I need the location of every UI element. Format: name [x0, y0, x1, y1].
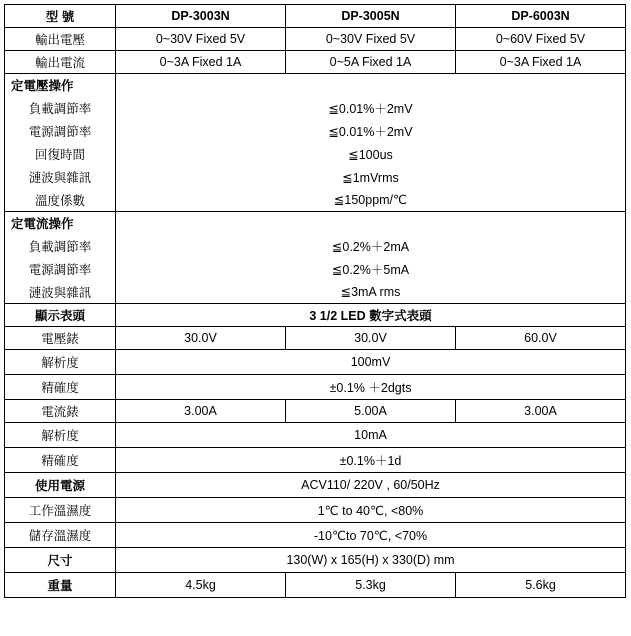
row-label: 漣波與雜訊 — [5, 281, 116, 304]
cell-value: 3.00A — [116, 400, 286, 423]
voltmeter-row — [5, 327, 626, 350]
cell-value: 0~60V Fixed 5V — [456, 28, 626, 51]
ammeter-row — [5, 400, 626, 423]
model-name: DP-3005N — [286, 5, 456, 28]
row-label: 儲存溫濕度 — [5, 523, 116, 548]
weight-row — [5, 573, 626, 598]
cell-value: 0~3A Fixed 1A — [456, 51, 626, 74]
cell-value: 0~30V Fixed 5V — [286, 28, 456, 51]
spec-table — [4, 4, 626, 598]
row-label: 負載調節率 — [5, 235, 116, 258]
cc-section-title-row — [5, 212, 626, 235]
row-label: 工作溫濕度 — [5, 498, 116, 523]
row-label: 尺寸 — [5, 548, 116, 573]
cell-value: 5.6kg — [456, 573, 626, 598]
table-row — [5, 97, 626, 120]
cell-value: 3.00A — [456, 400, 626, 423]
cv-section-title-row — [5, 74, 626, 97]
row-label: 電流錶 — [5, 400, 116, 423]
model-name: DP-6003N — [456, 5, 626, 28]
a-resolution-row — [5, 423, 626, 448]
row-label: 精確度 — [5, 448, 116, 473]
cell-value: 30.0V — [116, 327, 286, 350]
row-label: 解析度 — [5, 350, 116, 375]
cell-value: 100mV — [116, 350, 626, 375]
row-label: 輸出電流 — [5, 51, 116, 74]
table-row — [5, 143, 626, 166]
output-current-row — [5, 51, 626, 74]
cell-value: 1℃ to 40℃, <80% — [116, 498, 626, 523]
row-label: 回復時間 — [5, 143, 116, 166]
row-label: 電源調節率 — [5, 120, 116, 143]
cell-value: 4.5kg — [116, 573, 286, 598]
cell-value: 30.0V — [286, 327, 456, 350]
v-resolution-row — [5, 350, 626, 375]
row-label: 電源調節率 — [5, 258, 116, 281]
model-header-label: 型 號 — [5, 5, 116, 28]
cell-value: ≦1mVrms — [116, 166, 626, 189]
a-accuracy-row — [5, 448, 626, 473]
cell-value: 10mA — [116, 423, 626, 448]
row-label: 顯示表頭 — [5, 304, 116, 327]
cell-value: -10℃to 70℃, <70% — [116, 523, 626, 548]
cell-value: ≦0.2%＋5mA — [116, 258, 626, 281]
row-label: 重量 — [5, 573, 116, 598]
row-label: 輸出電壓 — [5, 28, 116, 51]
storage-temp-row — [5, 523, 626, 548]
table-row — [5, 281, 626, 304]
cell-value: 0~3A Fixed 1A — [116, 51, 286, 74]
cell-value: ≦0.01%＋2mV — [116, 120, 626, 143]
row-label: 電壓錶 — [5, 327, 116, 350]
cell-value: ≦150ppm/℃ — [116, 189, 626, 212]
cell-value: ≦3mA rms — [116, 281, 626, 304]
output-voltage-row — [5, 28, 626, 51]
cell-value: 0~30V Fixed 5V — [116, 28, 286, 51]
table-row — [5, 258, 626, 281]
row-label: 漣波與雜訊 — [5, 166, 116, 189]
table-row — [5, 235, 626, 258]
row-label: 解析度 — [5, 423, 116, 448]
table-row — [5, 189, 626, 212]
section-title: 定電壓操作 — [5, 74, 116, 97]
cell-value: 5.00A — [286, 400, 456, 423]
power-row — [5, 473, 626, 498]
cell-value: ≦100us — [116, 143, 626, 166]
display-row — [5, 304, 626, 327]
model-name: DP-3003N — [116, 5, 286, 28]
cell-value: ≦0.2%＋2mA — [116, 235, 626, 258]
cell-value: ±0.1% ＋2dgts — [116, 375, 626, 400]
cell-value: ≦0.01%＋2mV — [116, 97, 626, 120]
row-label: 使用電源 — [5, 473, 116, 498]
table-row — [5, 120, 626, 143]
cell-value: 0~5A Fixed 1A — [286, 51, 456, 74]
cell-value: ±0.1%＋1d — [116, 448, 626, 473]
cell-value: 130(W) x 165(H) x 330(D) mm — [116, 548, 626, 573]
table-row — [5, 166, 626, 189]
cell-value: 3 1/2 LED 數字式表頭 — [116, 304, 626, 327]
row-label: 溫度係數 — [5, 189, 116, 212]
row-label: 負載調節率 — [5, 97, 116, 120]
row-label: 精確度 — [5, 375, 116, 400]
cell-value: ACV110/ 220V , 60/50Hz — [116, 473, 626, 498]
header-row — [5, 5, 626, 28]
v-accuracy-row — [5, 375, 626, 400]
cell-value: 60.0V — [456, 327, 626, 350]
cell-value: 5.3kg — [286, 573, 456, 598]
operating-temp-row — [5, 498, 626, 523]
dimension-row — [5, 548, 626, 573]
section-title: 定電流操作 — [5, 212, 116, 235]
